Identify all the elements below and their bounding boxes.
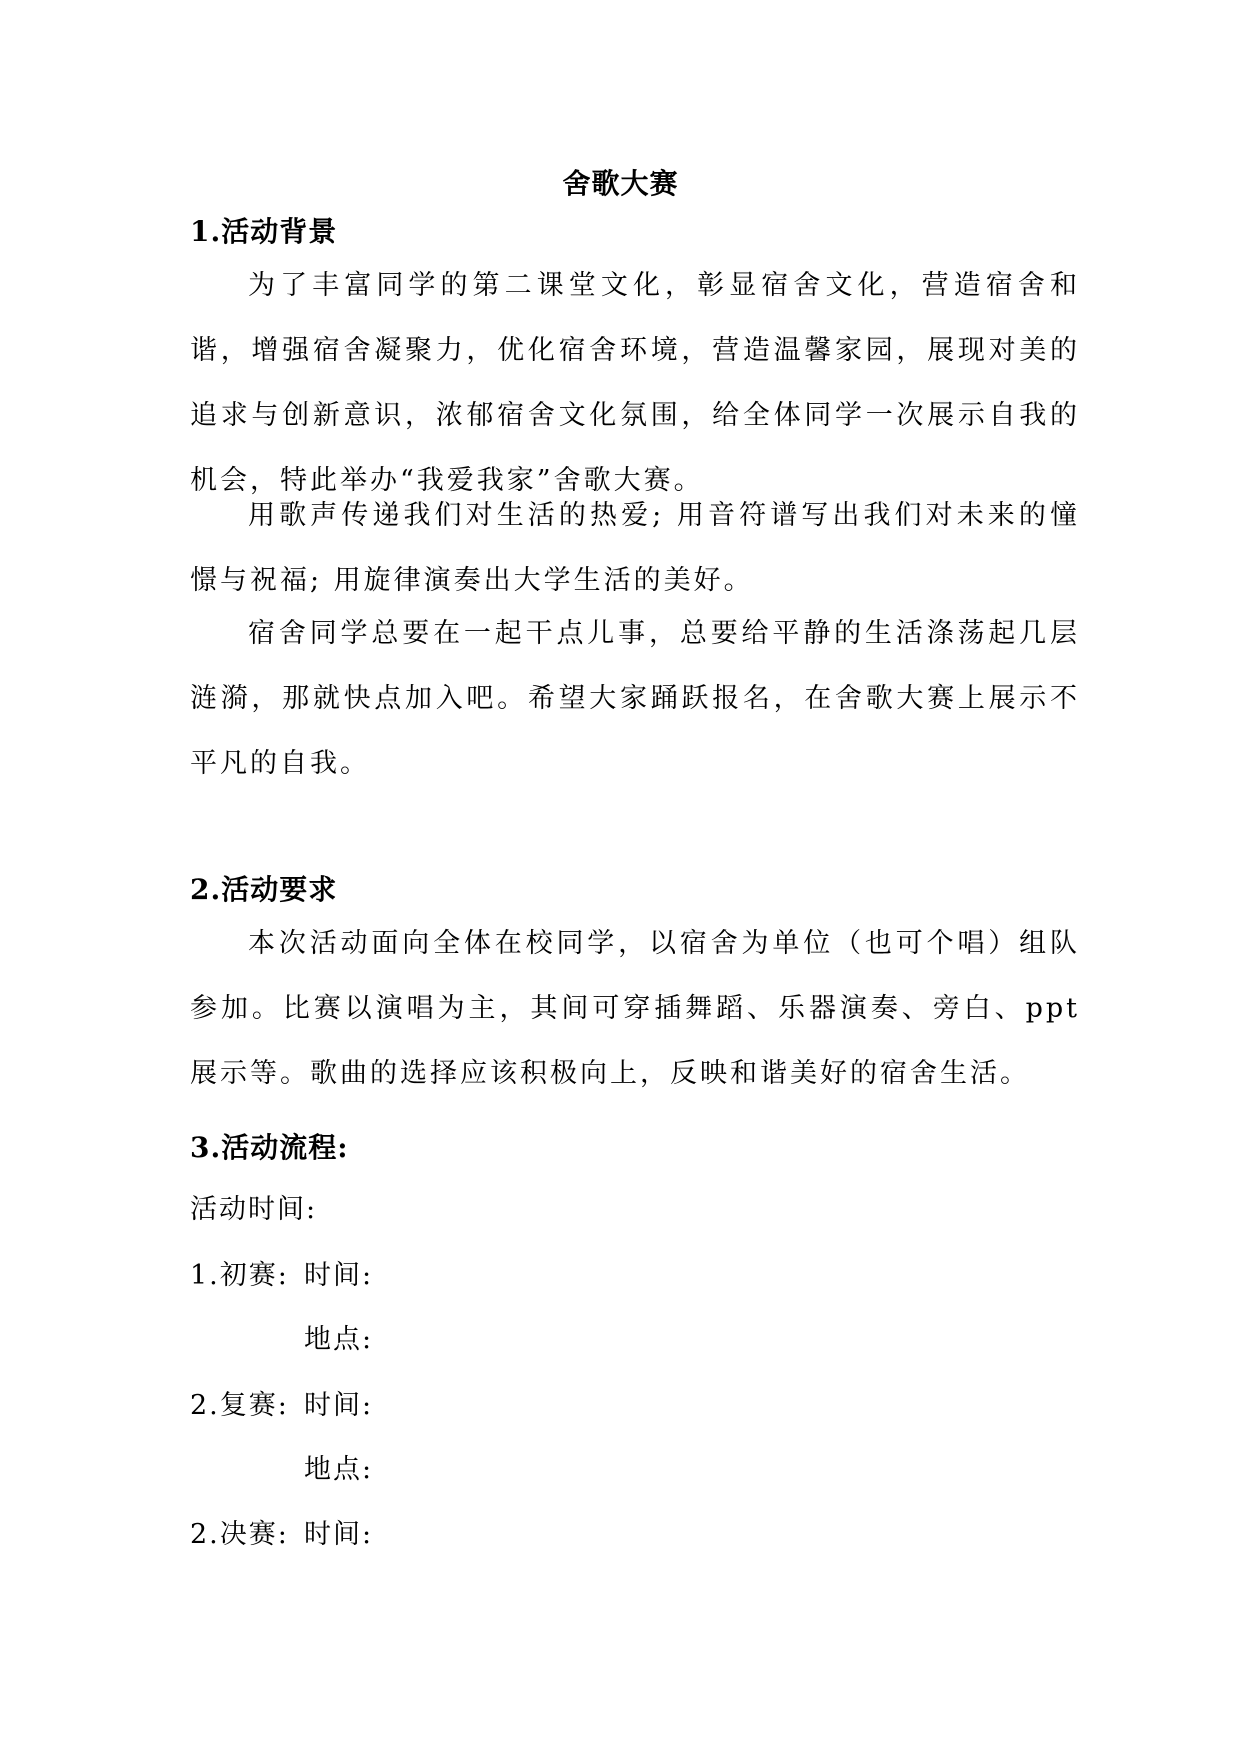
round-time-final: 时间: <box>304 1519 374 1550</box>
paragraph-background-1: 为了丰富同学的第二课堂文化，彰显宿舍文化，营造宿舍和谐，增强宿舍凝聚力，优化宿舍环境，营造温馨家园，展现对美的追求与创新意识，浓郁宿舍文化氛围，给全体同学一次展示自我的机会，特此举办“我爱我家”舍歌大赛。 <box>190 270 1080 496</box>
round-name-prelim: 1.初赛: <box>190 1260 289 1291</box>
round-name-final: 2.决赛: <box>190 1519 289 1550</box>
round-place-prelim: 地点: <box>304 1324 374 1355</box>
document-title: 舍歌大赛 <box>562 167 679 200</box>
paragraph-requirements: 本次活动面向全体在校同学，以宿舍为单位（也可个唱）组队参加。比赛以演唱为主，其间可穿插舞蹈、乐器演奏、旁白、ppt 展示等。歌曲的选择应该积极向上，反映和谐美好的宿舍生活。 <box>190 928 1080 1089</box>
paragraph-background-2: 用歌声传递我们对生活的热爱; 用音符谱写出我们对未来的憧憬与祝福; 用旋律演奏出大学生活的美好。 <box>190 500 1080 596</box>
round-place-semifinal: 地点: <box>304 1454 374 1485</box>
round-time-semifinal: 时间: <box>304 1390 374 1421</box>
section-heading-requirements: 2.活动要求 <box>190 873 338 906</box>
section-heading-background: 1.活动背景 <box>190 215 338 248</box>
round-name-semifinal: 2.复赛: <box>190 1390 289 1421</box>
activity-time-label: 活动时间: <box>190 1194 318 1225</box>
section-heading-process: 3.活动流程: <box>190 1131 349 1164</box>
paragraph-background-3: 宿舍同学总要在一起干点儿事，总要给平静的生活涤荡起几层涟漪，那就快点加入吧。希望大家踊跃报名，在舍歌大赛上展示不平凡的自我。 <box>190 618 1080 779</box>
round-time-prelim: 时间: <box>304 1260 374 1291</box>
